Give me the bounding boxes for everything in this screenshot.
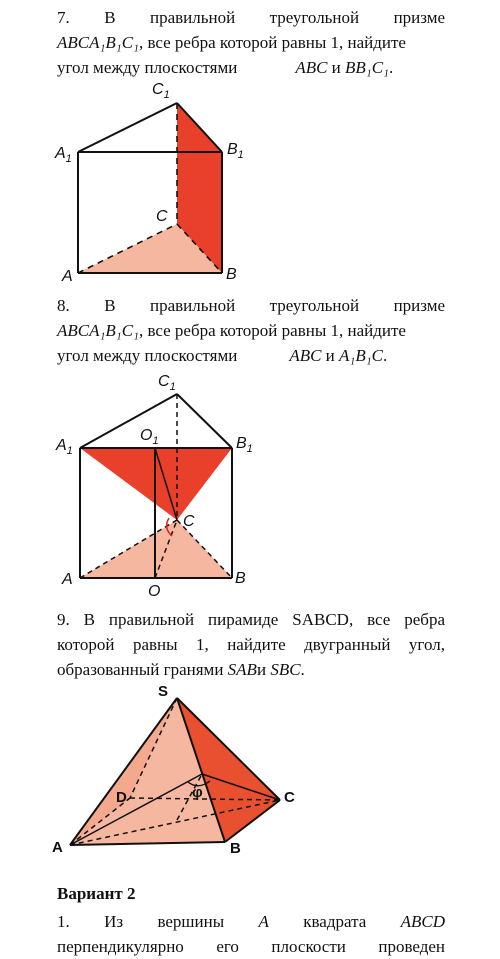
label-c1: $C_1$ — [158, 373, 176, 393]
label-c: C — [156, 208, 168, 225]
problem-8-line-1: 8. В правильной треугольной призме — [57, 296, 446, 315]
label-b: B — [226, 266, 237, 283]
label-a: A — [62, 268, 73, 285]
label-b1: $B_1$ — [227, 141, 244, 161]
variant-problem-1-line-1: 1. Из вершины A квадрата ABCD — [57, 912, 446, 931]
figure-prism-2 — [50, 368, 280, 598]
label-o1: $O_1$ — [140, 427, 159, 447]
label-b: B — [235, 570, 246, 587]
label-d: D — [116, 789, 127, 806]
problem-8-line-2: ABCA₁B₁C₁, все ребра которой равны 1, найдите — [57, 321, 406, 340]
problem-9-line-3: образованный гранями SABи SBC. — [57, 660, 305, 679]
problem-9-line-1: 9. В правильной пирамиде SABCD, все ребра — [57, 610, 445, 629]
label-o: O — [148, 583, 161, 600]
variant-problem-1-line-2: перпендикулярно его плоскости проведен — [57, 937, 446, 956]
label-b1: $B_1$ — [236, 435, 253, 455]
figure-pyramid — [50, 680, 300, 860]
label-s: S — [158, 683, 169, 700]
label-a1: $A_1$ — [55, 145, 72, 165]
problem-9-line-2: которой равны 1, найдите двугранный угол, — [57, 635, 445, 654]
label-a1: $A_1$ — [56, 437, 73, 457]
label-phi: φ — [192, 784, 203, 801]
label-b: B — [230, 840, 241, 857]
variant-heading: Вариант 2 — [57, 884, 136, 903]
problem-7-line-1: 7. В правильной треугольной призме — [57, 8, 446, 27]
label-c: C — [284, 789, 295, 806]
label-a: A — [52, 839, 63, 856]
label-a: A — [62, 571, 73, 588]
figure-prism-1 — [50, 78, 270, 288]
problem-8-line-3: угол между плоскостями ABC и A₁B₁C. — [57, 346, 388, 365]
problem-7-line-3: угол между плоскостями ABC и BB₁C₁. — [57, 58, 394, 77]
label-c1: $C_1$ — [152, 81, 170, 101]
problem-7-line-2: ABCA₁B₁C₁, все ребра которой равны 1, найдите — [57, 33, 406, 52]
label-c: C — [183, 513, 195, 530]
